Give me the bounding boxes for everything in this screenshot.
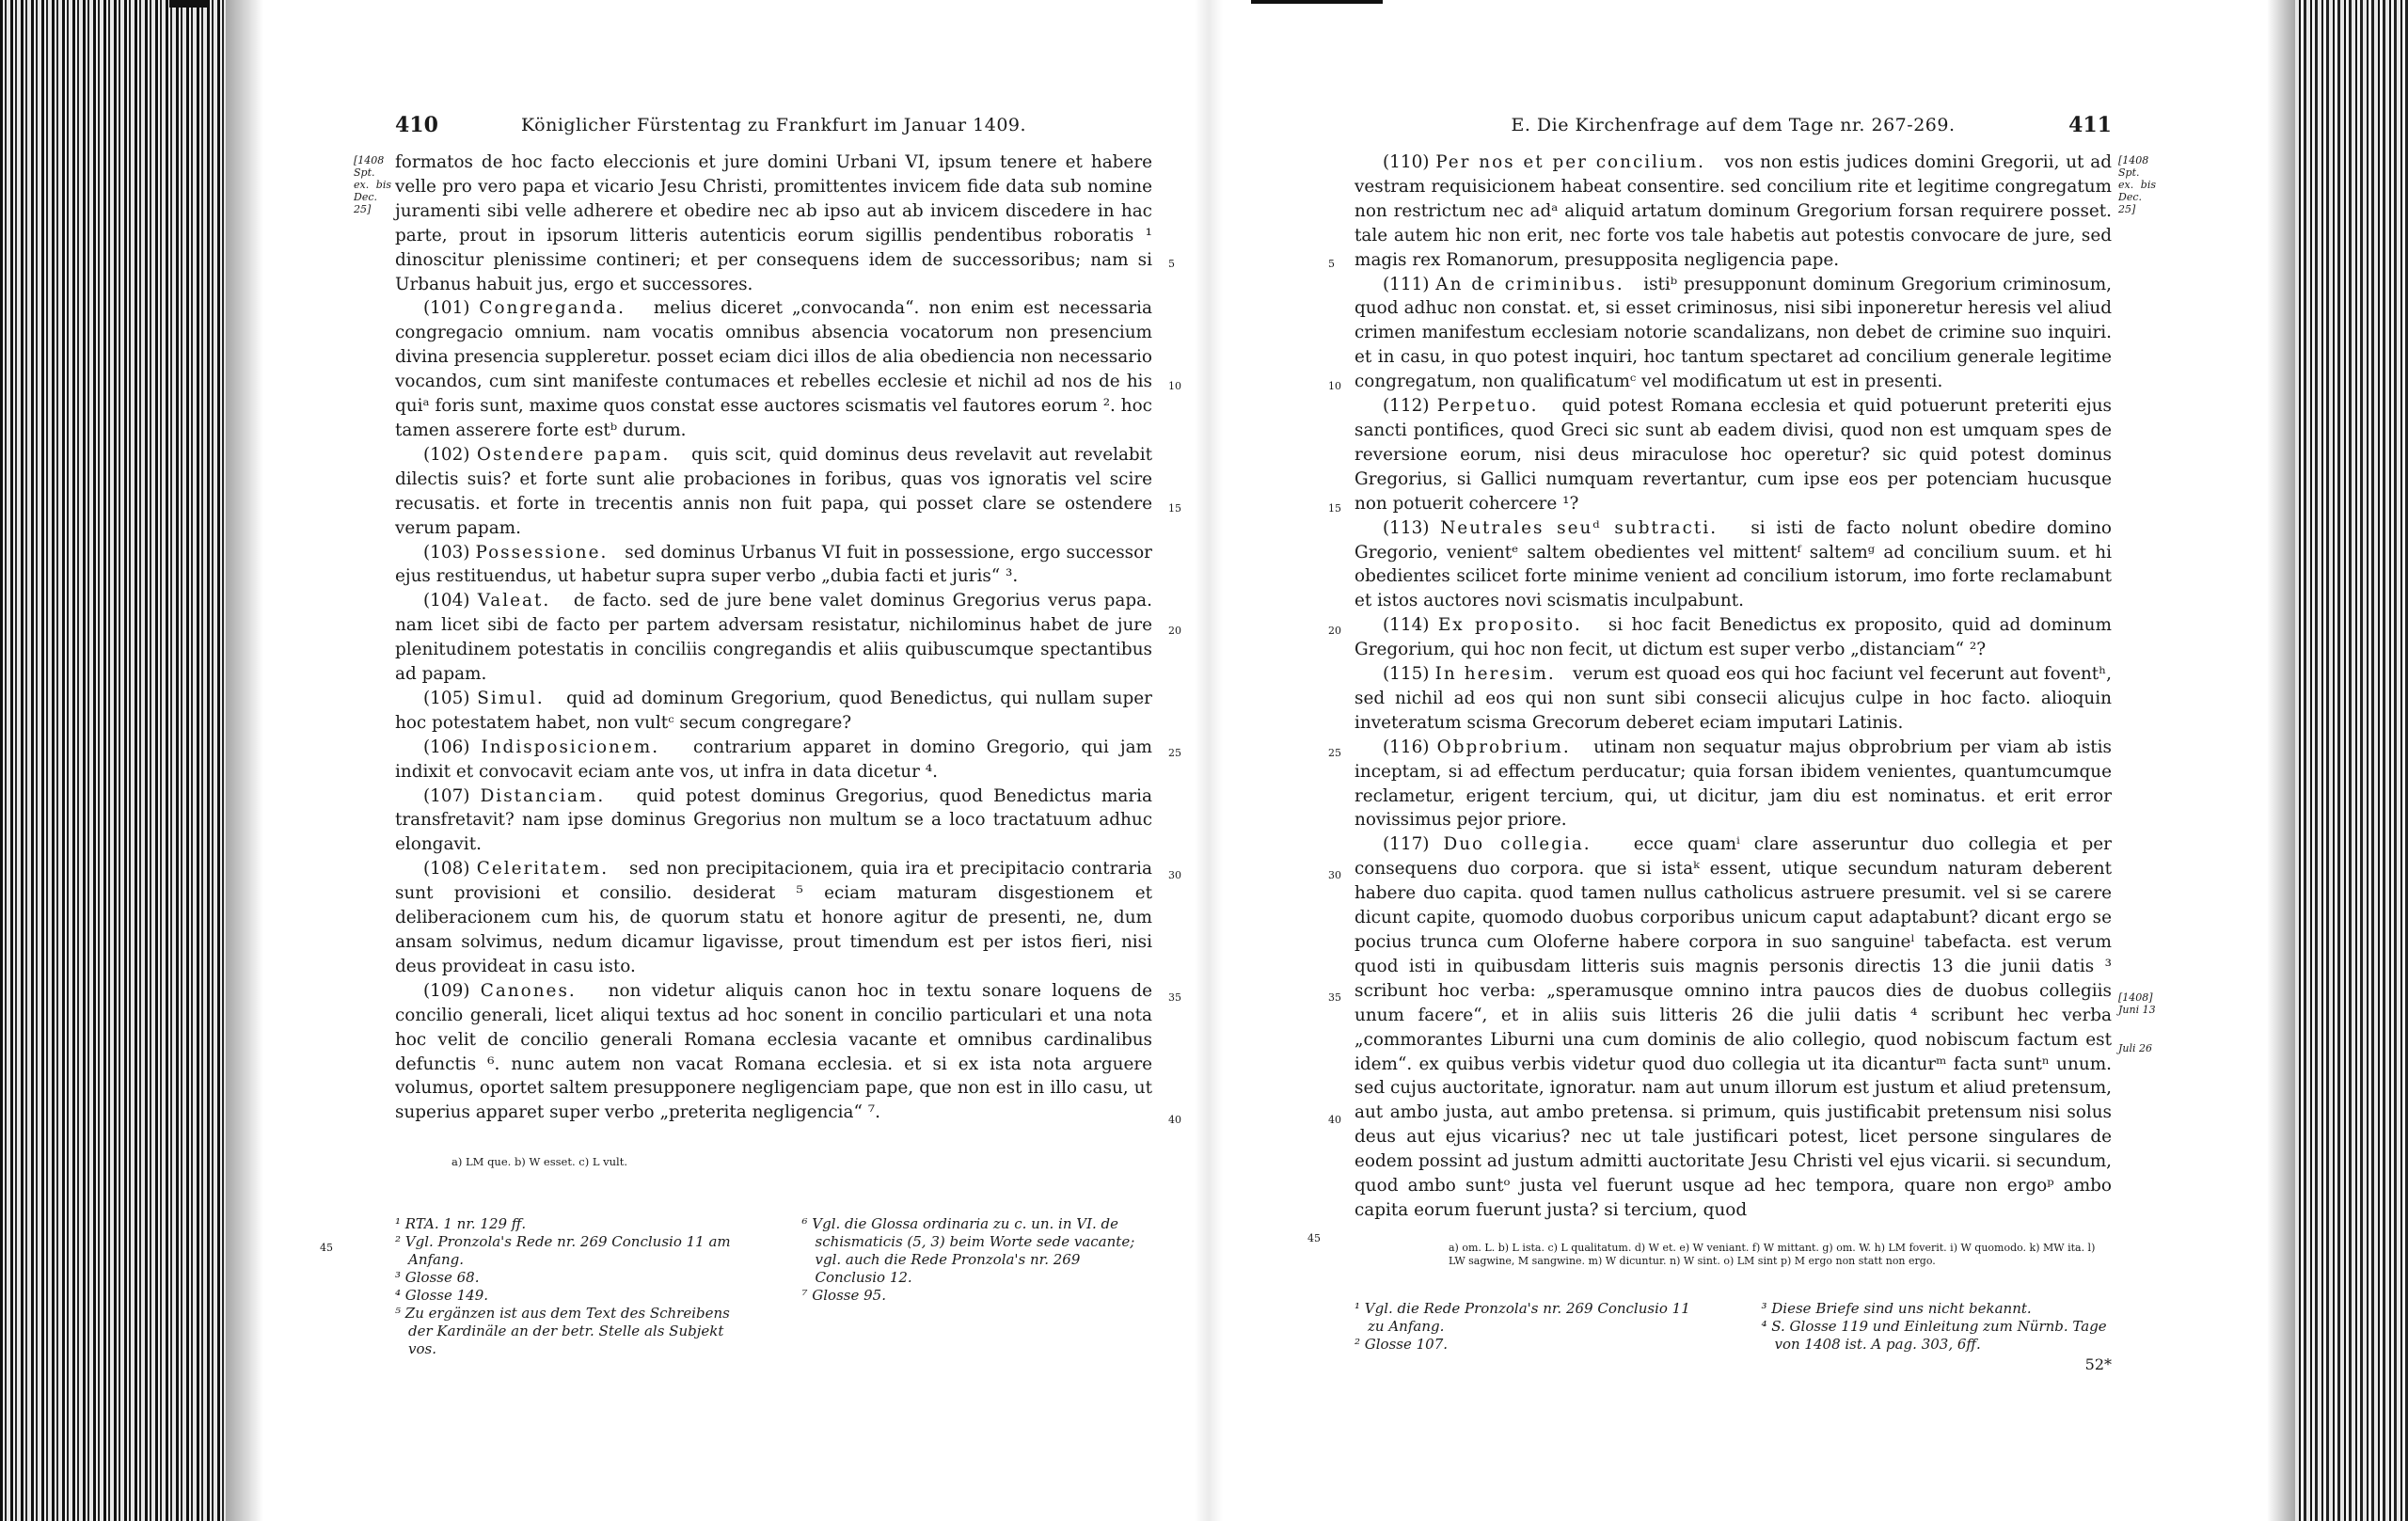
- gloss-number: (110): [1383, 152, 1430, 172]
- gloss-number: (101): [423, 298, 470, 319]
- gloss-paragraph: (116) Obprobrium. utinam non sequatur majus obprobrium per viam ab istis inceptam, si ad effectum perducatur; quia forsan ibidem venientes, quantumcumque reclametur, erigent tercium, qui, ut dicitur, jam diu est nominatus. et erit error novissimus pejor priore.: [1354, 737, 2112, 831]
- gloss-lemma: In heresim.: [1434, 664, 1556, 685]
- paragraph: formatos de hoc facto eleccionis et jure domini Urbani VI, ipsum tenere et habere velle pro vero papa et vicario Jesu Christi, promittentes invicem fide data sub nomine juramenti sibi velle adherere et obedire nec ab ipso aut ab invicem discedere in hac parte, prout in ipsorum litteris autenticis eorum sigillis pendentibus roboratis ¹ dinoscitur plenissime contineri; et per consequens idem de successoribus; nam si Urbanus habuit jus, ergo et successores.: [395, 152, 1152, 294]
- line-number: 15: [1168, 502, 1181, 515]
- right-page: [1307, 113, 2156, 1373]
- book-gutter: [1195, 0, 1223, 1521]
- gloss-lemma: Neutrales seuᵈ subtracti.: [1440, 517, 1719, 538]
- line-number: 35: [1328, 991, 1341, 1004]
- gloss-lemma: Perpetuo.: [1436, 396, 1539, 417]
- line-number: 30: [1328, 869, 1341, 881]
- gloss-number: (108): [423, 859, 470, 879]
- gloss-number: (107): [423, 785, 470, 806]
- margin-note: [1408] Juni 13: [2118, 991, 2156, 1016]
- gloss-paragraph: (104) Valeat. de facto. sed de jure bene valet dominus Gregorius verus papa. nam licet sibi de facto per partem adversam resistatur, nichilominus habet de jure plenitudinem potestatis in conciliis congregandis et aliis quibuscumque spectantibus ad papam.: [395, 591, 1152, 685]
- footnote: ³ Glosse 68.: [395, 1269, 480, 1287]
- footnote: ⁵ Zu ergänzen ist aus dem Text des Schreibens der Kardinäle an der betr. Stelle als Subjekt vos.: [395, 1305, 730, 1358]
- footnotes-column: [395, 1215, 746, 1358]
- gloss-paragraph: (102) Ostendere papam. quis scit, quid dominus deus revelavit aut revelabit dilectis suis? et forte sunt alie probaciones in foribus, quas vos ignoratis vel scire recusatis. et forte in trecentis annis non fuit papa, qui posset clare se ostendere verum papam.: [395, 444, 1152, 538]
- gloss-number: (115): [1383, 664, 1430, 685]
- line-number: 30: [1168, 869, 1181, 881]
- footnote: ⁴ S. Glosse 119 und Einleitung zum Nürnb. Tage von 1408 ist. A pag. 303, 6ff.: [1761, 1317, 2107, 1353]
- line-number: 35: [1168, 991, 1181, 1004]
- footnotes: [395, 1215, 1152, 1358]
- gloss-paragraph: (105) Simul. quid ad dominum Gregorium, quod Benedictus, qui nullam super hoc potestatem habet, non vultᶜ secum congregare?: [395, 688, 1152, 733]
- gloss-paragraph: (109) Canones. non videtur aliquis canon hoc in textu sonare loquens de concilio generali, licet aliqui textus ad hoc sonent in concilio particulari et una nota hoc velit de concilio generali Romana ecclesia vacante et omnibus cardinalibus defunctis ⁶. nunc autem non vacat Romana ecclesia. et si ex ista nota arguere volumus, oportet saltem presupponere negligenciam pape, que non est in illo casu, ut superius apparet super verbo „preterita negligencia“ ⁷.: [395, 980, 1152, 1123]
- footnotes-column: [802, 1215, 1153, 1358]
- line-number: 40: [1328, 1114, 1341, 1126]
- gloss-paragraph: (113) Neutrales seuᵈ subtracti. si isti de facto nolunt obedire domino Gregorio, venientᵉ saltem obedientes vel mittentᶠ saltemᵍ ad concilium suum. et hi obedientes scilicet forte minime venient ad concilium istorum, imo forte reclamabunt et istos auctores novi scismatis inculpabunt.: [1354, 517, 2112, 611]
- gloss-lemma: Canones.: [480, 980, 577, 1001]
- gloss-lemma: An de criminibus.: [1435, 274, 1624, 294]
- gloss-lemma: Indisposicionem.: [481, 737, 660, 757]
- footnote: ⁶ Vgl. die Glossa ordinaria zu c. un. in VI. de schismaticis (5, 3) beim Worte sede vacante; vgl. auch die Rede Pronzola's nr. 269 Conclusio 12.: [801, 1215, 1135, 1287]
- footnote: ² Vgl. Pronzola's Rede nr. 269 Conclusio 11 am Anfang.: [395, 1233, 731, 1269]
- running-title: Königlicher Fürstentag zu Frankfurt im Januar 1409.: [520, 115, 1027, 135]
- gloss-number: (102): [423, 444, 470, 465]
- line-number: 25: [1168, 747, 1181, 759]
- line-number: 20: [1168, 625, 1181, 637]
- gloss-lemma: Distanciam.: [480, 785, 606, 806]
- gloss-number: (113): [1383, 517, 1430, 538]
- running-title: E. Die Kirchenfrage auf dem Tage nr. 267-269.: [1511, 115, 1956, 135]
- gloss-paragraph: (103) Possessione. sed dominus Urbanus VI fuit in possessione, ergo successor ejus restituendus, ut habetur supra super verbo „dubia facti et juris“ ³.: [395, 542, 1152, 587]
- signature-mark: 52*: [2084, 1355, 2112, 1373]
- gloss-lemma: Per nos et per concilium.: [1435, 152, 1706, 172]
- page-number: 410: [395, 113, 438, 137]
- gloss-number: (109): [423, 980, 470, 1001]
- line-number: 45: [320, 1242, 333, 1254]
- gloss-lemma: Duo collegia.: [1443, 834, 1592, 855]
- gloss-paragraph: (106) Indisposicionem. contrarium apparet in domino Gregorio, qui jam indixit et convocavit eciam ante vos, ut infra in data dicetur ⁴.: [395, 737, 1152, 782]
- gloss-paragraph: (101) Congreganda. melius diceret „convocanda“. non enim est necessaria congregacio omnium. nam vocatis omnibus absencia vocatorum non presencium divina presencia suppleretur. posset eciam dici illos de alia obediencia non necessario vocandos, cum sint manifeste contumaces et rebelles ecclesie et nichil ad nos de his quiᵃ foris sunt, maxime quos constat esse auctores scismatis vel fautores eorum ². hoc tamen asserere forte estᵇ durum.: [395, 298, 1152, 440]
- gloss-number: (104): [423, 591, 470, 611]
- margin-note: [1408 Spt. ex. bis Dec. 25]: [2118, 154, 2156, 215]
- gloss-number: (111): [1383, 274, 1430, 294]
- line-number: 45: [1307, 1232, 1321, 1244]
- running-head: [1354, 113, 2112, 151]
- critical-apparatus: a) LM que. b) W esset. c) L vult.: [452, 1155, 628, 1169]
- gloss-paragraph: (107) Distanciam. quid potest dominus Gregorius, quod Benedictus maria transfretavit? nam ipse dominus Gregorius non multum se a loco tractatuum adhuc elongavit.: [395, 785, 1152, 855]
- footnote: ¹ Vgl. die Rede Pronzola's nr. 269 Conclusio 11 zu Anfang.: [1354, 1299, 1690, 1335]
- gloss-lemma: Celeritatem.: [476, 859, 610, 879]
- gloss-number: (105): [423, 688, 470, 708]
- footnote: ³ Diese Briefe sind uns nicht bekannt.: [1761, 1299, 2032, 1317]
- margin-note: [1408 Spt. ex. bis Dec. 25]: [354, 154, 391, 215]
- gloss-paragraph: (117) Duo collegia. ecce quamⁱ clare asseruntur duo collegia et per consequens duo corpora. que si istaᵏ essent, utique secundum naturam deberent habere duo capita. quod tamen nullus catholicus astruere presumit. vel si se carere dicunt capite, quomodo duobus corporibus unicum caput adaptabunt? dicant ergo se pocius trunca cum Oloferne habere corpora in suo sanguineˡ tabefacta. est verum quod isti in quibusdam litteris suis magnis personis directis 13 die junii datis ³ scribunt hoc verba: „speramusque omnino intra paucos dies de duobus collegiis unum facere“, et in aliis suis litteris 26 die julii datis ⁴ scribunt hec verba „commorantes Liburni una cum dominis de alio collegio, quod nobiscum factum est idem“. ex quibus verbis videtur quod duo collegia ut ita dicanturᵐ facta suntⁿ unum. sed cujus auctoritate, ignoratur. nam aut unum illorum est justum et aliud pretensum, aut ambo justa, aut ambo pretensa. si primum, quis justificabit pretensum nisi solus deus aut ejus vicarius? nec ut tale justificari potest, licet persone singulares de eodem possint ad justum admitti auctoritate Jesu Christi vel ejus vicarii. si secundum, quod ambo suntᵒ justa vel fuerunt usque ad hec tempora, quare non ergoᵖ ambo capita eorum fuerunt justa? si tercium, quod: [1354, 834, 2112, 1220]
- top-edge-mark: [1251, 0, 1383, 4]
- book-left-edge: [0, 0, 226, 1521]
- footnote: ⁷ Glosse 95.: [801, 1287, 886, 1305]
- gloss-number: (116): [1383, 737, 1430, 757]
- gloss-paragraph: (114) Ex proposito. si hoc facit Benedictus ex proposito, quid ad dominum Gregorium, qui hoc non fecit, ut dictum est super verbo „distanciam“ ²?: [1354, 615, 2112, 660]
- line-number: 5: [1168, 258, 1175, 270]
- footnotes-column: [1354, 1300, 1705, 1373]
- line-number: 40: [1168, 1114, 1181, 1126]
- gloss-number: (114): [1383, 615, 1430, 636]
- gloss-lemma: Ex proposito.: [1437, 615, 1582, 636]
- footnote: ² Glosse 107.: [1354, 1335, 1449, 1353]
- gloss-lemma: Possessione.: [475, 542, 609, 562]
- line-number: 10: [1168, 380, 1181, 392]
- margin-note: Juli 26: [2118, 1042, 2153, 1054]
- footnote: ⁴ Glosse 149.: [395, 1287, 489, 1305]
- gloss-paragraph: (111) An de criminibus. istiᵇ presupponunt dominum Gregorium criminosum, quod adhuc non constat. et, si esset criminosus, nisi sibi inponeretur heresis vel aliud crimen manifestum ecclesiam notorie scandalizans, non debet de crimine suo inquiri. et in casu, in quo potest inquiri, hoc tantum spectaret ad concilium generale legitime congregatum, non qualificatumᶜ vel modificatum ut est in presenti.: [1354, 274, 2112, 392]
- footnotes-column: [1762, 1300, 2113, 1373]
- line-number: 15: [1328, 502, 1341, 515]
- running-head: [395, 113, 1152, 151]
- gloss-lemma: Valeat.: [477, 591, 551, 611]
- page-number: 411: [2068, 113, 2112, 137]
- line-number: 25: [1328, 747, 1341, 759]
- gloss-lemma: Simul.: [477, 688, 545, 708]
- line-number: 20: [1328, 625, 1341, 637]
- gloss-lemma: Obprobrium.: [1436, 737, 1571, 757]
- footnote: ¹ RTA. 1 nr. 129 ff.: [395, 1215, 527, 1233]
- footnotes: [1354, 1300, 2112, 1373]
- gloss-number: (106): [423, 737, 470, 757]
- line-number: 5: [1328, 258, 1335, 270]
- left-page: [320, 113, 1181, 1358]
- gloss-lemma: Congreganda.: [479, 298, 626, 319]
- gloss-lemma: Ostendere papam.: [477, 444, 671, 465]
- gloss-paragraph: (112) Perpetuo. quid potest Romana ecclesia et quid potuerunt preteriti ejus sancti pontifices, quod Greci sic sunt ab eadem divisi, quod non est umquam spes de reversione eorum, nisi deus miraculose hoc operetur? sic quid potest dominus Gregorius, si Gallici numquam revertantur, cum ipse eos per potenciam hucusque non potuerit cohercere ¹?: [1354, 396, 2112, 514]
- gloss-paragraph: (110) Per nos et per concilium. vos non estis judices domini Gregorii, ut ad vestram requisicionem habeat consentire. sed concilium rite et legitime congregatum non restrictum nec adᵃ aliquid artatum dominum Gregorium forsan requirere posset. tale autem hic non erit, nec forte vos tale habetis aut potestis convocare de jure, sed magis rex Romanorum, presupposita negligencia pape.: [1354, 152, 2112, 270]
- gloss-number: (117): [1383, 834, 1430, 855]
- line-number: 10: [1328, 380, 1341, 392]
- top-edge-mark: [169, 0, 207, 8]
- gloss-number: (112): [1383, 396, 1430, 417]
- main-text: [1328, 151, 2156, 1223]
- gloss-paragraph: (108) Celeritatem. sed non precipitacionem, quia ira et precipitacio contraria sunt provisioni et consilio. desiderat ⁵ eciam maturam disgestionem et deliberacionem cum his, de quorum statu et honore agitur de presenti, ne, dum ansam solvimus, nedum dicamur ligavisse, prout timendum est per istos fieri, nisi deus provideat in casu isto.: [395, 859, 1152, 976]
- gloss-number: (103): [423, 542, 470, 562]
- critical-apparatus: a) om. L. b) L ista. c) L qualitatum. d) W et. e) W veniant. f) W mittant. g) om. W. h) LM foverit. i) W quomodo. k) MW ita. l) LW sagwine, M sangwine. m) W dicuntur. n) W sint. o) LM sint p) M ergo non statt non ergo.: [1449, 1241, 2096, 1267]
- gloss-paragraph: (115) In heresim. verum est quoad eos qui hoc faciunt vel fecerunt aut foventʰ, sed nichil ad eos qui non sunt sibi consecii alicujus culpe in hoc facto. alioquin inveteratum scisma Grecorum deberet eciam imputari Latinis.: [1354, 664, 2112, 733]
- book-right-edge: [2295, 0, 2408, 1521]
- main-text: [354, 151, 1181, 1126]
